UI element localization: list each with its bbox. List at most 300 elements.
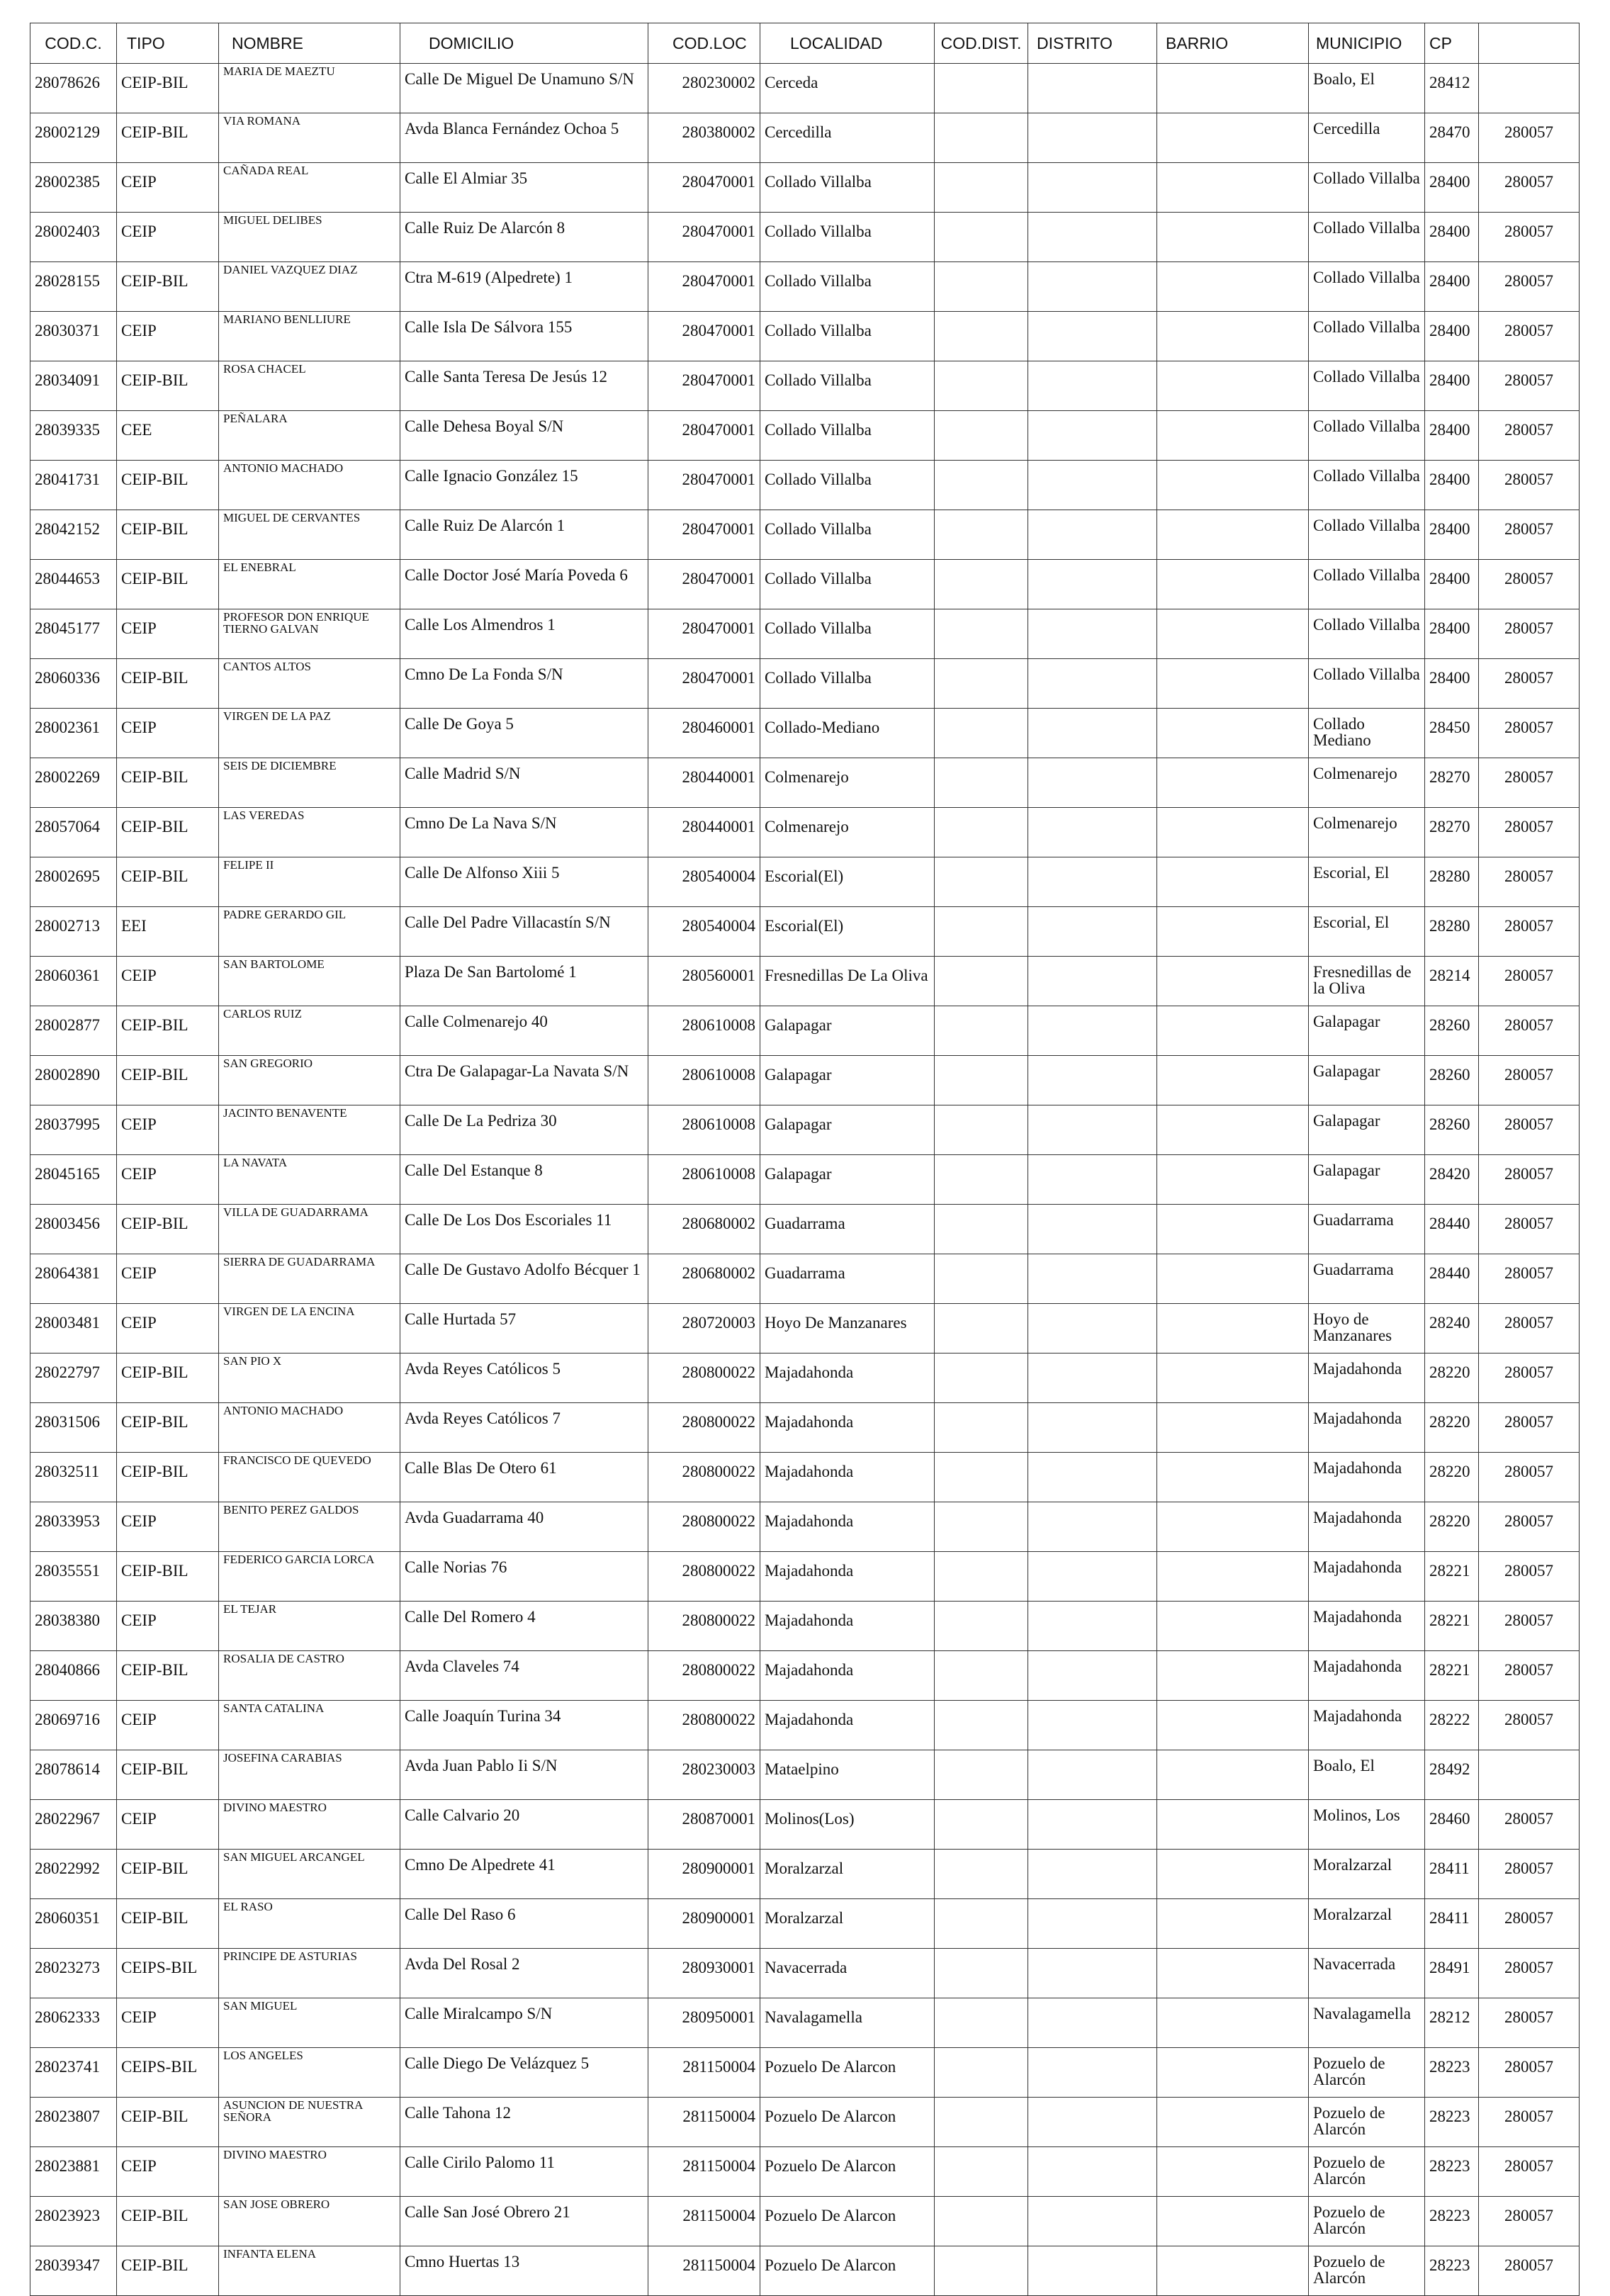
- domicilio-cell: Calle De Los Dos Escoriales 11: [400, 1205, 648, 1254]
- cod-loc-cell: 281150004: [648, 2098, 760, 2147]
- cod-dist-cell: [935, 1453, 1028, 1502]
- table-row: [30, 1949, 1580, 1998]
- cod-loc-cell: 281150004: [648, 2147, 760, 2197]
- nombre-cell: SAN GREGORIO: [219, 1056, 400, 1105]
- barrio-cell: [1157, 1006, 1309, 1056]
- barrio-cell: [1157, 2246, 1309, 2296]
- tipo-cell: CEIP-BIL: [117, 1552, 219, 1602]
- tipo-cell: CEIP-BIL: [117, 1651, 219, 1701]
- barrio-cell: [1157, 163, 1309, 213]
- table-row: [30, 510, 1580, 560]
- localidad-cell: Moralzarzal: [760, 1850, 935, 1899]
- cod-loc-cell: 280610008: [648, 1006, 760, 1056]
- tipo-cell: CEIP-BIL: [117, 64, 219, 113]
- localidad-cell: Colmenarejo: [760, 758, 935, 808]
- cod-c-cell: 28002361: [30, 709, 117, 758]
- cp-cell: 28400: [1425, 312, 1479, 361]
- localidad-cell: Majadahonda: [760, 1502, 935, 1552]
- cp-cell: 28222: [1425, 1701, 1479, 1750]
- cod-loc-cell: 280800022: [648, 1453, 760, 1502]
- tipo-cell: CEIP-BIL: [117, 510, 219, 560]
- tipo-cell: CEIPS-BIL: [117, 2048, 219, 2098]
- cod-c-cell: 28037995: [30, 1105, 117, 1155]
- municipio-cell: Pozuelo de Alarcón: [1309, 2197, 1425, 2246]
- extra-code-cell: 280057: [1479, 1354, 1580, 1403]
- barrio-cell: [1157, 1701, 1309, 1750]
- domicilio-cell: Calle Tahona 12: [400, 2098, 648, 2147]
- distrito-cell: [1028, 113, 1157, 163]
- cod-loc-cell: 280680002: [648, 1205, 760, 1254]
- nombre-cell: EL TEJAR: [219, 1602, 400, 1651]
- extra-code-cell: 280057: [1479, 2197, 1580, 2246]
- table-row: [30, 1354, 1580, 1403]
- localidad-cell: Pozuelo De Alarcon: [760, 2246, 935, 2296]
- domicilio-cell: Calle De Gustavo Adolfo Bécquer 1: [400, 1254, 648, 1304]
- table-row: [30, 1403, 1580, 1453]
- tipo-cell: CEIP-BIL: [117, 1750, 219, 1800]
- barrio-cell: [1157, 461, 1309, 510]
- table-row: [30, 560, 1580, 609]
- barrio-cell: [1157, 808, 1309, 857]
- extra-code-cell: 280057: [1479, 808, 1580, 857]
- barrio-cell: [1157, 1850, 1309, 1899]
- cod-c-cell: 28039347: [30, 2246, 117, 2296]
- cod-loc-cell: 280800022: [648, 1552, 760, 1602]
- municipio-cell: Guadarrama: [1309, 1254, 1425, 1304]
- cod-loc-cell: 280610008: [648, 1155, 760, 1205]
- cod-c-cell: 28003456: [30, 1205, 117, 1254]
- cp-cell: 28400: [1425, 461, 1479, 510]
- localidad-cell: Majadahonda: [760, 1453, 935, 1502]
- barrio-cell: [1157, 2147, 1309, 2197]
- cp-cell: 28260: [1425, 1006, 1479, 1056]
- cp-cell: 28260: [1425, 1056, 1479, 1105]
- municipio-cell: Galapagar: [1309, 1155, 1425, 1205]
- cp-cell: 28460: [1425, 1800, 1479, 1850]
- domicilio-cell: Calle De La Pedriza 30: [400, 1105, 648, 1155]
- cod-c-cell: 28035551: [30, 1552, 117, 1602]
- table-row: [30, 213, 1580, 262]
- localidad-cell: Navacerrada: [760, 1949, 935, 1998]
- table-row: [30, 1850, 1580, 1899]
- distrito-cell: [1028, 64, 1157, 113]
- extra-code-cell: 280057: [1479, 1998, 1580, 2048]
- barrio-cell: [1157, 1949, 1309, 1998]
- cod-c-cell: 28034091: [30, 361, 117, 411]
- distrito-cell: [1028, 461, 1157, 510]
- tipo-cell: CEIP-BIL: [117, 1006, 219, 1056]
- table-row: [30, 2098, 1580, 2147]
- extra-code-cell: 280057: [1479, 1502, 1580, 1552]
- distrito-cell: [1028, 2098, 1157, 2147]
- municipio-cell: Pozuelo de Alarcón: [1309, 2246, 1425, 2296]
- extra-code-cell: 280057: [1479, 957, 1580, 1006]
- tipo-cell: CEIP: [117, 312, 219, 361]
- nombre-cell: MIGUEL DELIBES: [219, 213, 400, 262]
- distrito-cell: [1028, 1205, 1157, 1254]
- extra-code-cell: 280057: [1479, 1205, 1580, 1254]
- distrito-cell: [1028, 1254, 1157, 1304]
- domicilio-cell: Calle San José Obrero 21: [400, 2197, 648, 2246]
- domicilio-cell: Calle Los Almendros 1: [400, 609, 648, 659]
- cod-c-cell: 28041731: [30, 461, 117, 510]
- nombre-cell: PRINCIPE DE ASTURIAS: [219, 1949, 400, 1998]
- distrito-cell: [1028, 2197, 1157, 2246]
- cod-loc-cell: 280800022: [648, 1651, 760, 1701]
- nombre-cell: FELIPE II: [219, 857, 400, 907]
- table-row: [30, 113, 1580, 163]
- municipio-cell: Colmenarejo: [1309, 758, 1425, 808]
- cod-dist-cell: [935, 2098, 1028, 2147]
- distrito-cell: [1028, 510, 1157, 560]
- tipo-cell: CEIP: [117, 163, 219, 213]
- cod-c-cell: 28045165: [30, 1155, 117, 1205]
- cod-loc-cell: 280540004: [648, 857, 760, 907]
- table-row: [30, 659, 1580, 709]
- cod-loc-cell: 280470001: [648, 609, 760, 659]
- barrio-cell: [1157, 64, 1309, 113]
- cod-dist-cell: [935, 1403, 1028, 1453]
- cod-c-cell: 28078626: [30, 64, 117, 113]
- barrio-cell: [1157, 1403, 1309, 1453]
- distrito-cell: [1028, 1552, 1157, 1602]
- municipio-cell: Majadahonda: [1309, 1354, 1425, 1403]
- nombre-cell: VILLA DE GUADARRAMA: [219, 1205, 400, 1254]
- table-row: [30, 1602, 1580, 1651]
- municipio-cell: Majadahonda: [1309, 1552, 1425, 1602]
- distrito-cell: [1028, 1998, 1157, 2048]
- nombre-cell: JACINTO BENAVENTE: [219, 1105, 400, 1155]
- cp-cell: 28440: [1425, 1254, 1479, 1304]
- localidad-cell: Collado Villalba: [760, 262, 935, 312]
- nombre-cell: BENITO PEREZ GALDOS: [219, 1502, 400, 1552]
- cod-loc-cell: 280870001: [648, 1800, 760, 1850]
- extra-code-cell: 280057: [1479, 1304, 1580, 1354]
- localidad-cell: Majadahonda: [760, 1602, 935, 1651]
- cp-cell: 28450: [1425, 709, 1479, 758]
- cod-c-cell: 28023923: [30, 2197, 117, 2246]
- nombre-cell: DANIEL VAZQUEZ DIAZ: [219, 262, 400, 312]
- municipio-cell: Pozuelo de Alarcón: [1309, 2147, 1425, 2197]
- tipo-cell: CEIP: [117, 1800, 219, 1850]
- cod-loc-cell: 280470001: [648, 659, 760, 709]
- tipo-cell: CEIP-BIL: [117, 2197, 219, 2246]
- cod-c-cell: 28042152: [30, 510, 117, 560]
- col-header-tipo: TIPO: [117, 23, 219, 64]
- domicilio-cell: Avda Blanca Fernández Ochoa 5: [400, 113, 648, 163]
- nombre-cell: FEDERICO GARCIA LORCA: [219, 1552, 400, 1602]
- barrio-cell: [1157, 857, 1309, 907]
- distrito-cell: [1028, 659, 1157, 709]
- localidad-cell: Galapagar: [760, 1056, 935, 1105]
- extra-code-cell: 280057: [1479, 1403, 1580, 1453]
- barrio-cell: [1157, 312, 1309, 361]
- domicilio-cell: Calle Ruiz De Alarcón 8: [400, 213, 648, 262]
- municipio-cell: Pozuelo de Alarcón: [1309, 2048, 1425, 2098]
- cp-cell: 28212: [1425, 1998, 1479, 2048]
- extra-code-cell: 280057: [1479, 1105, 1580, 1155]
- nombre-cell: FRANCISCO DE QUEVEDO: [219, 1453, 400, 1502]
- distrito-cell: [1028, 1949, 1157, 1998]
- cod-loc-cell: 281150004: [648, 2048, 760, 2098]
- cp-cell: 28400: [1425, 411, 1479, 461]
- cod-c-cell: 28023273: [30, 1949, 117, 1998]
- barrio-cell: [1157, 1354, 1309, 1403]
- domicilio-cell: Calle Del Romero 4: [400, 1602, 648, 1651]
- cod-dist-cell: [935, 808, 1028, 857]
- barrio-cell: [1157, 1105, 1309, 1155]
- localidad-cell: Collado Villalba: [760, 163, 935, 213]
- cod-dist-cell: [935, 2197, 1028, 2246]
- extra-code-cell: 280057: [1479, 2246, 1580, 2296]
- cod-dist-cell: [935, 609, 1028, 659]
- distrito-cell: [1028, 758, 1157, 808]
- municipio-cell: Collado Mediano: [1309, 709, 1425, 758]
- localidad-cell: Escorial(El): [760, 857, 935, 907]
- domicilio-cell: Calle Del Raso 6: [400, 1899, 648, 1949]
- tipo-cell: CEIP-BIL: [117, 1056, 219, 1105]
- tipo-cell: CEIP: [117, 1602, 219, 1651]
- nombre-cell: ROSALIA DE CASTRO: [219, 1651, 400, 1701]
- localidad-cell: Hoyo De Manzanares: [760, 1304, 935, 1354]
- cod-c-cell: 28002129: [30, 113, 117, 163]
- distrito-cell: [1028, 411, 1157, 461]
- cod-dist-cell: [935, 857, 1028, 907]
- cod-loc-cell: 280440001: [648, 808, 760, 857]
- cod-loc-cell: 280930001: [648, 1949, 760, 1998]
- cp-cell: 28400: [1425, 659, 1479, 709]
- municipio-cell: Galapagar: [1309, 1006, 1425, 1056]
- extra-code-cell: 280057: [1479, 1254, 1580, 1304]
- extra-code-cell: 280057: [1479, 659, 1580, 709]
- cod-loc-cell: 280720003: [648, 1304, 760, 1354]
- cod-loc-cell: 280470001: [648, 262, 760, 312]
- nombre-cell: VIA ROMANA: [219, 113, 400, 163]
- tipo-cell: CEIP-BIL: [117, 1899, 219, 1949]
- table-row: [30, 1155, 1580, 1205]
- extra-code-cell: 280057: [1479, 312, 1580, 361]
- cod-c-cell: 28022992: [30, 1850, 117, 1899]
- cod-dist-cell: [935, 1205, 1028, 1254]
- cp-cell: 28440: [1425, 1205, 1479, 1254]
- municipio-cell: Cercedilla: [1309, 113, 1425, 163]
- extra-code-cell: 280057: [1479, 1602, 1580, 1651]
- extra-code-cell: 280057: [1479, 1899, 1580, 1949]
- cp-cell: 28220: [1425, 1502, 1479, 1552]
- cod-c-cell: 28069716: [30, 1701, 117, 1750]
- domicilio-cell: Calle Joaquín Turina 34: [400, 1701, 648, 1750]
- cod-loc-cell: 280460001: [648, 709, 760, 758]
- municipio-cell: Majadahonda: [1309, 1701, 1425, 1750]
- barrio-cell: [1157, 1155, 1309, 1205]
- barrio-cell: [1157, 957, 1309, 1006]
- cod-dist-cell: [935, 659, 1028, 709]
- barrio-cell: [1157, 361, 1309, 411]
- cod-c-cell: 28045177: [30, 609, 117, 659]
- tipo-cell: CEIP: [117, 1502, 219, 1552]
- table-row: [30, 1651, 1580, 1701]
- cod-dist-cell: [935, 1750, 1028, 1800]
- tipo-cell: CEIP-BIL: [117, 361, 219, 411]
- barrio-cell: [1157, 262, 1309, 312]
- cod-loc-cell: 280230002: [648, 64, 760, 113]
- barrio-cell: [1157, 1602, 1309, 1651]
- cp-cell: 28280: [1425, 907, 1479, 957]
- nombre-cell: PEÑALARA: [219, 411, 400, 461]
- nombre-cell: CANTOS ALTOS: [219, 659, 400, 709]
- extra-code-cell: 280057: [1479, 2048, 1580, 2098]
- domicilio-cell: Ctra De Galapagar-La Navata S/N: [400, 1056, 648, 1105]
- barrio-cell: [1157, 2048, 1309, 2098]
- domicilio-cell: Avda Claveles 74: [400, 1651, 648, 1701]
- tipo-cell: CEIP: [117, 1304, 219, 1354]
- domicilio-cell: Calle Isla De Sálvora 155: [400, 312, 648, 361]
- municipio-cell: Moralzarzal: [1309, 1899, 1425, 1949]
- tipo-cell: CEIP: [117, 1254, 219, 1304]
- barrio-cell: [1157, 1056, 1309, 1105]
- municipio-cell: Escorial, El: [1309, 857, 1425, 907]
- table-row: [30, 1006, 1580, 1056]
- municipio-cell: Collado Villalba: [1309, 163, 1425, 213]
- nombre-cell: SAN MIGUEL ARCANGEL: [219, 1850, 400, 1899]
- tipo-cell: CEE: [117, 411, 219, 461]
- barrio-cell: [1157, 510, 1309, 560]
- cp-cell: 28220: [1425, 1354, 1479, 1403]
- cp-cell: 28400: [1425, 262, 1479, 312]
- nombre-cell: LAS VEREDAS: [219, 808, 400, 857]
- tipo-cell: CEIP: [117, 609, 219, 659]
- nombre-cell: ANTONIO MACHADO: [219, 1403, 400, 1453]
- localidad-cell: Guadarrama: [760, 1205, 935, 1254]
- cod-dist-cell: [935, 1651, 1028, 1701]
- tipo-cell: CEIP-BIL: [117, 560, 219, 609]
- municipio-cell: Boalo, El: [1309, 1750, 1425, 1800]
- domicilio-cell: Calle De Miguel De Unamuno S/N: [400, 64, 648, 113]
- municipio-cell: Majadahonda: [1309, 1602, 1425, 1651]
- localidad-cell: Pozuelo De Alarcon: [760, 2147, 935, 2197]
- nombre-cell: MARIA DE MAEZTU: [219, 64, 400, 113]
- municipio-cell: Majadahonda: [1309, 1502, 1425, 1552]
- extra-code-cell: 280057: [1479, 857, 1580, 907]
- municipio-cell: Collado Villalba: [1309, 510, 1425, 560]
- domicilio-cell: Calle Diego De Velázquez 5: [400, 2048, 648, 2098]
- tipo-cell: CEIP: [117, 1701, 219, 1750]
- cod-dist-cell: [935, 957, 1028, 1006]
- col-header-localidad: LOCALIDAD: [760, 23, 935, 64]
- tipo-cell: CEIP-BIL: [117, 262, 219, 312]
- nombre-cell: PADRE GERARDO GIL: [219, 907, 400, 957]
- localidad-cell: Pozuelo De Alarcon: [760, 2048, 935, 2098]
- nombre-cell: ASUNCION DE NUESTRA SEÑORA: [219, 2098, 400, 2147]
- col-header-barrio: BARRIO: [1157, 23, 1309, 64]
- cp-cell: 28420: [1425, 1155, 1479, 1205]
- barrio-cell: [1157, 1998, 1309, 2048]
- barrio-cell: [1157, 2098, 1309, 2147]
- cod-dist-cell: [935, 1850, 1028, 1899]
- table-row: [30, 1800, 1580, 1850]
- table-row: [30, 957, 1580, 1006]
- cod-dist-cell: [935, 1006, 1028, 1056]
- cod-c-cell: 28064381: [30, 1254, 117, 1304]
- municipio-cell: Moralzarzal: [1309, 1850, 1425, 1899]
- distrito-cell: [1028, 609, 1157, 659]
- nombre-cell: ROSA CHACEL: [219, 361, 400, 411]
- table-row: [30, 64, 1580, 113]
- barrio-cell: [1157, 1899, 1309, 1949]
- cod-loc-cell: 280900001: [648, 1850, 760, 1899]
- localidad-cell: Collado Villalba: [760, 361, 935, 411]
- barrio-cell: [1157, 1800, 1309, 1850]
- cod-loc-cell: 280380002: [648, 113, 760, 163]
- cod-loc-cell: 280680002: [648, 1254, 760, 1304]
- extra-code-cell: 280057: [1479, 907, 1580, 957]
- cod-loc-cell: 280470001: [648, 361, 760, 411]
- domicilio-cell: Cmno De Alpedrete 41: [400, 1850, 648, 1899]
- tipo-cell: CEIP-BIL: [117, 1403, 219, 1453]
- cod-loc-cell: 280800022: [648, 1502, 760, 1552]
- barrio-cell: [1157, 411, 1309, 461]
- cod-loc-cell: 280470001: [648, 510, 760, 560]
- cod-dist-cell: [935, 1254, 1028, 1304]
- nombre-cell: SAN PIO X: [219, 1354, 400, 1403]
- localidad-cell: Cercedilla: [760, 113, 935, 163]
- cod-dist-cell: [935, 461, 1028, 510]
- cod-loc-cell: 280540004: [648, 907, 760, 957]
- municipio-cell: Collado Villalba: [1309, 213, 1425, 262]
- table-row: [30, 808, 1580, 857]
- distrito-cell: [1028, 163, 1157, 213]
- cod-c-cell: 28032511: [30, 1453, 117, 1502]
- cp-cell: 28223: [1425, 2048, 1479, 2098]
- localidad-cell: Fresnedillas De La Oliva: [760, 957, 935, 1006]
- distrito-cell: [1028, 1850, 1157, 1899]
- cod-dist-cell: [935, 510, 1028, 560]
- distrito-cell: [1028, 1899, 1157, 1949]
- col-header-cod-dist: COD.DIST.: [935, 23, 1028, 64]
- cod-dist-cell: [935, 361, 1028, 411]
- extra-code-cell: 280057: [1479, 1006, 1580, 1056]
- table-row: [30, 262, 1580, 312]
- tipo-cell: CEIP-BIL: [117, 2246, 219, 2296]
- nombre-cell: CAÑADA REAL: [219, 163, 400, 213]
- extra-code-cell: 280057: [1479, 1056, 1580, 1105]
- nombre-cell: VIRGEN DE LA ENCINA: [219, 1304, 400, 1354]
- distrito-cell: [1028, 1502, 1157, 1552]
- barrio-cell: [1157, 1205, 1309, 1254]
- distrito-cell: [1028, 1006, 1157, 1056]
- cod-dist-cell: [935, 1949, 1028, 1998]
- cp-cell: 28220: [1425, 1403, 1479, 1453]
- cod-loc-cell: 281150004: [648, 2246, 760, 2296]
- cod-c-cell: 28060361: [30, 957, 117, 1006]
- cp-cell: 28221: [1425, 1602, 1479, 1651]
- localidad-cell: Majadahonda: [760, 1403, 935, 1453]
- extra-code-cell: 280057: [1479, 1701, 1580, 1750]
- extra-code-cell: 280057: [1479, 1155, 1580, 1205]
- distrito-cell: [1028, 361, 1157, 411]
- nombre-cell: JOSEFINA CARABIAS: [219, 1750, 400, 1800]
- table-row: [30, 2147, 1580, 2197]
- cod-c-cell: 28023807: [30, 2098, 117, 2147]
- cod-dist-cell: [935, 411, 1028, 461]
- cod-dist-cell: [935, 1899, 1028, 1949]
- barrio-cell: [1157, 659, 1309, 709]
- cod-loc-cell: 280470001: [648, 163, 760, 213]
- barrio-cell: [1157, 609, 1309, 659]
- cod-loc-cell: 280470001: [648, 461, 760, 510]
- tipo-cell: CEIP-BIL: [117, 1850, 219, 1899]
- localidad-cell: Collado Villalba: [760, 213, 935, 262]
